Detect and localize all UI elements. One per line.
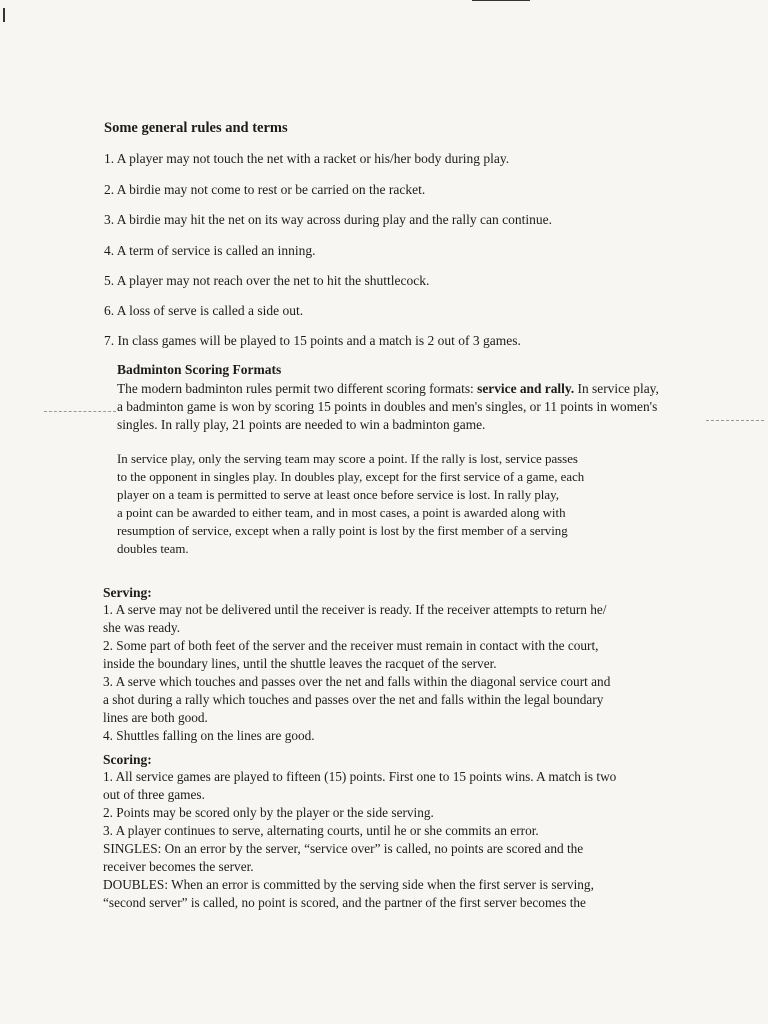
serving-body — [103, 601, 610, 745]
scan-edge-mark-left — [3, 8, 5, 22]
scoring-line: out of three games. — [103, 787, 205, 802]
scoring-line: 1. All service games are played to fifteen (15) points. First one to 15 points wins. A match is two — [103, 769, 617, 784]
serving-line: she was ready. — [103, 620, 181, 635]
scoring-line: 3. A player continues to serve, alternating courts, until he or she commits an error. — [103, 823, 539, 838]
serving-line: lines are both good. — [103, 710, 208, 725]
scan-smudge-left — [44, 411, 116, 413]
scan-smudge-right — [706, 420, 764, 422]
page-title: Some general rules and terms — [104, 120, 288, 136]
paragraph-line: a point can be awarded to either team, and in most cases, a point is awarded along with — [117, 506, 566, 520]
scan-edge-mark-top — [472, 0, 530, 1]
scoring-formats-paragraph — [117, 380, 659, 434]
serving-line: a shot during a rally which touches and passes over the net and falls within the legal boundary — [103, 692, 604, 707]
paragraph-line: singles. In rally play, 21 points are needed to win a badminton game. — [117, 417, 486, 432]
paragraph-line: The modern badminton rules permit two different scoring formats: service and rally. In service play, — [117, 381, 659, 396]
serving-line: inside the boundary lines, until the shuttle leaves the racquet of the server. — [103, 656, 497, 671]
serving-heading: Serving: — [103, 585, 152, 600]
paragraph-line: player on a team is permitted to serve at least once before service is lost. In rally play, — [117, 488, 559, 502]
scoring-line: SINGLES: On an error by the server, “service over” is called, no points are scored and the — [103, 841, 584, 856]
serving-line: 1. A serve may not be delivered until the receiver is ready. If the receiver attempts to return he/ — [103, 602, 607, 617]
scoring-line: DOUBLES: When an error is committed by the serving side when the first server is serving, — [103, 877, 594, 892]
rule-item: 4. A term of service is called an inning. — [104, 243, 316, 258]
scoring-body — [103, 768, 616, 912]
rule-item: 6. A loss of serve is called a side out. — [104, 303, 304, 318]
paragraph-line: to the opponent in singles play. In doubles play, except for the first service of a game, each — [117, 470, 585, 484]
paragraph-line: In service play, only the serving team may score a point. If the rally is lost, service passes — [117, 452, 578, 466]
serving-line: 3. A serve which touches and passes over the net and falls within the diagonal service court and — [103, 674, 611, 689]
serving-line: 2. Some part of both feet of the server and the receiver must remain in contact with the court, — [103, 638, 599, 653]
emphasis-text: service and rally. — [477, 381, 575, 396]
scoring-line: “second server” is called, no point is scored, and the partner of the first server becomes the — [103, 895, 586, 910]
scoring-line: 2. Points may be scored only by the player or the side serving. — [103, 805, 434, 820]
paragraph-line: a badminton game is won by scoring 15 points in doubles and men's singles, or 11 points in women's — [117, 399, 658, 414]
paragraph-line: doubles team. — [117, 542, 189, 556]
rule-item: 3. A birdie may hit the net on its way across during play and the rally can continue. — [104, 212, 553, 227]
serving-line: 4. Shuttles falling on the lines are good. — [103, 728, 315, 743]
rule-item: 7. In class games will be played to 15 points and a match is 2 out of 3 games. — [104, 333, 521, 348]
scoring-line: receiver becomes the server. — [103, 859, 254, 874]
rule-item: 2. A birdie may not come to rest or be carried on the racket. — [104, 182, 426, 197]
scoring-formats-heading: Badminton Scoring Formats — [117, 362, 282, 377]
service-rally-paragraph — [117, 450, 584, 558]
rule-item: 5. A player may not reach over the net to hit the shuttlecock. — [104, 273, 430, 288]
rule-item: 1. A player may not touch the net with a racket or his/her body during play. — [104, 151, 510, 166]
paragraph-line: resumption of service, except when a rally point is lost by the first member of a serving — [117, 524, 568, 538]
scoring-heading: Scoring: — [103, 752, 152, 767]
